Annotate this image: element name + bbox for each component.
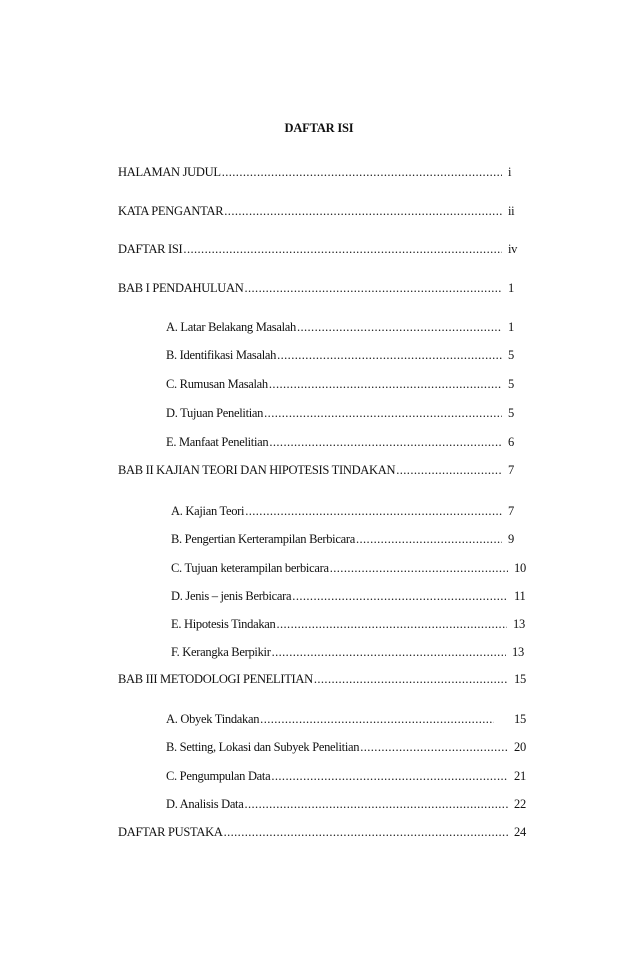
toc-entry-page: 5: [508, 348, 514, 362]
toc-entry-label: KATA PENGANTAR: [118, 204, 224, 218]
toc-entry-page: 11: [514, 589, 526, 603]
toc-leader-dots: [272, 643, 506, 661]
toc-entry-label: DAFTAR ISI: [118, 242, 183, 256]
toc-title: DAFTAR ISI: [284, 121, 354, 135]
toc-entry-kajian-teori: [171, 502, 520, 520]
toc-entry-setting: [166, 738, 526, 756]
toc-leader-dots: [244, 795, 508, 813]
toc-entry-label: A. Kajian Teori: [171, 504, 245, 518]
toc-entry-kata-pengantar: [118, 202, 520, 220]
toc-entry-jenis-berbicara: [171, 587, 526, 605]
toc-entry-hipotesis: [171, 615, 525, 633]
toc-leader-dots: [260, 710, 494, 728]
toc-leader-dots: [224, 823, 508, 841]
toc-entry-label: A. Latar Belakang Masalah: [166, 320, 296, 334]
toc-entry-page: 10: [514, 561, 526, 575]
toc-entry-page: ii: [508, 204, 515, 218]
toc-leader-dots: [269, 375, 502, 393]
toc-leader-dots: [276, 615, 507, 633]
toc-leader-dots: [269, 433, 502, 451]
toc-entry-page: 22: [514, 797, 526, 811]
toc-entry-page: iv: [508, 242, 518, 256]
toc-leader-dots: [314, 670, 508, 688]
toc-entry-label: DAFTAR PUSTAKA: [118, 825, 223, 839]
toc-entry-page: 15: [514, 712, 526, 726]
toc-leader-dots: [224, 202, 502, 220]
toc-entry-page: 1: [508, 320, 514, 334]
toc-entry-label: C. Tujuan keterampilan berbicara: [171, 561, 329, 575]
toc-leader-dots: [222, 163, 502, 181]
toc-leader-dots: [244, 279, 502, 297]
toc-entry-bab-2: [118, 461, 520, 479]
toc-entry-obyek: [166, 710, 526, 728]
toc-entry-halaman-judul: [118, 163, 520, 181]
toc-entry-page: 7: [508, 463, 514, 477]
toc-entry-label: B. Pengertian Kerterampilan Berbicara: [171, 532, 355, 546]
toc-leader-dots: [264, 404, 502, 422]
toc-entry-label: B. Identifikasi Masalah: [166, 348, 277, 362]
toc-entry-label: BAB II KAJIAN TEORI DAN HIPOTESIS TINDAKAN: [118, 463, 396, 477]
toc-entry-label: A. Obyek Tindakan: [166, 712, 260, 726]
toc-entry-daftar-isi: [118, 240, 520, 258]
toc-entry-kerangka: [171, 643, 524, 661]
toc-entry-daftar-pustaka: [118, 823, 526, 841]
toc-entry-latar-belakang: [166, 318, 520, 336]
toc-leader-dots: [396, 461, 502, 479]
toc-entry-label: C. Rumusan Masalah: [166, 377, 268, 391]
toc-entry-label: BAB III METODOLOGI PENELITIAN: [118, 672, 313, 686]
toc-leader-dots: [356, 530, 502, 548]
toc-leader-dots: [271, 767, 508, 785]
toc-entry-label: E. Manfaat Penelitian: [166, 435, 269, 449]
toc-leader-dots: [360, 738, 508, 756]
toc-entry-page: 7: [508, 504, 514, 518]
toc-entry-label: E. Hipotesis Tindakan: [171, 617, 276, 631]
toc-entry-page: 15: [514, 672, 526, 686]
toc-entry-identifikasi: [166, 346, 520, 364]
toc-leader-dots: [245, 502, 502, 520]
toc-entry-label: BAB I PENDAHULUAN: [118, 281, 244, 295]
toc-entry-tujuan-keterampilan: [171, 559, 526, 577]
toc-entry-page: 9: [508, 532, 514, 546]
toc-leader-dots: [292, 587, 508, 605]
toc-entry-page: 5: [508, 406, 514, 420]
toc-entry-pengertian: [171, 530, 520, 548]
toc-entry-pengumpulan: [166, 767, 526, 785]
toc-entry-page: 24: [514, 825, 526, 839]
toc-entry-label: D. Jenis – jenis Berbicara: [171, 589, 292, 603]
toc-entry-page: 20: [514, 740, 526, 754]
toc-entry-bab-3: [118, 670, 526, 688]
toc-entry-bab-1: [118, 279, 520, 297]
toc-entry-page: 1: [508, 281, 514, 295]
toc-entry-page: 13: [512, 645, 524, 659]
toc-leader-dots: [297, 318, 502, 336]
toc-entry-label: F. Kerangka Berpikir: [171, 645, 271, 659]
toc-entry-rumusan: [166, 375, 520, 393]
toc-entry-page: 13: [513, 617, 525, 631]
toc-leader-dots: [277, 346, 502, 364]
toc-entry-label: D. Analisis Data: [166, 797, 244, 811]
toc-entry-page: 6: [508, 435, 514, 449]
toc-entry-label: B. Setting, Lokasi dan Subyek Penelitian: [166, 740, 360, 754]
toc-leader-dots: [183, 240, 502, 258]
toc-entry-tujuan: [166, 404, 520, 422]
toc-entry-page: i: [508, 165, 512, 179]
toc-entry-label: C. Pengumpulan Data: [166, 769, 271, 783]
toc-entry-manfaat: [166, 433, 520, 451]
toc-entry-page: 5: [508, 377, 514, 391]
toc-entry-label: D. Tujuan Penelitian: [166, 406, 264, 420]
toc-entry-analisis: [166, 795, 526, 813]
toc-leader-dots: [330, 559, 508, 577]
toc-entry-page: 21: [514, 769, 526, 783]
toc-entry-label: HALAMAN JUDUL: [118, 165, 221, 179]
